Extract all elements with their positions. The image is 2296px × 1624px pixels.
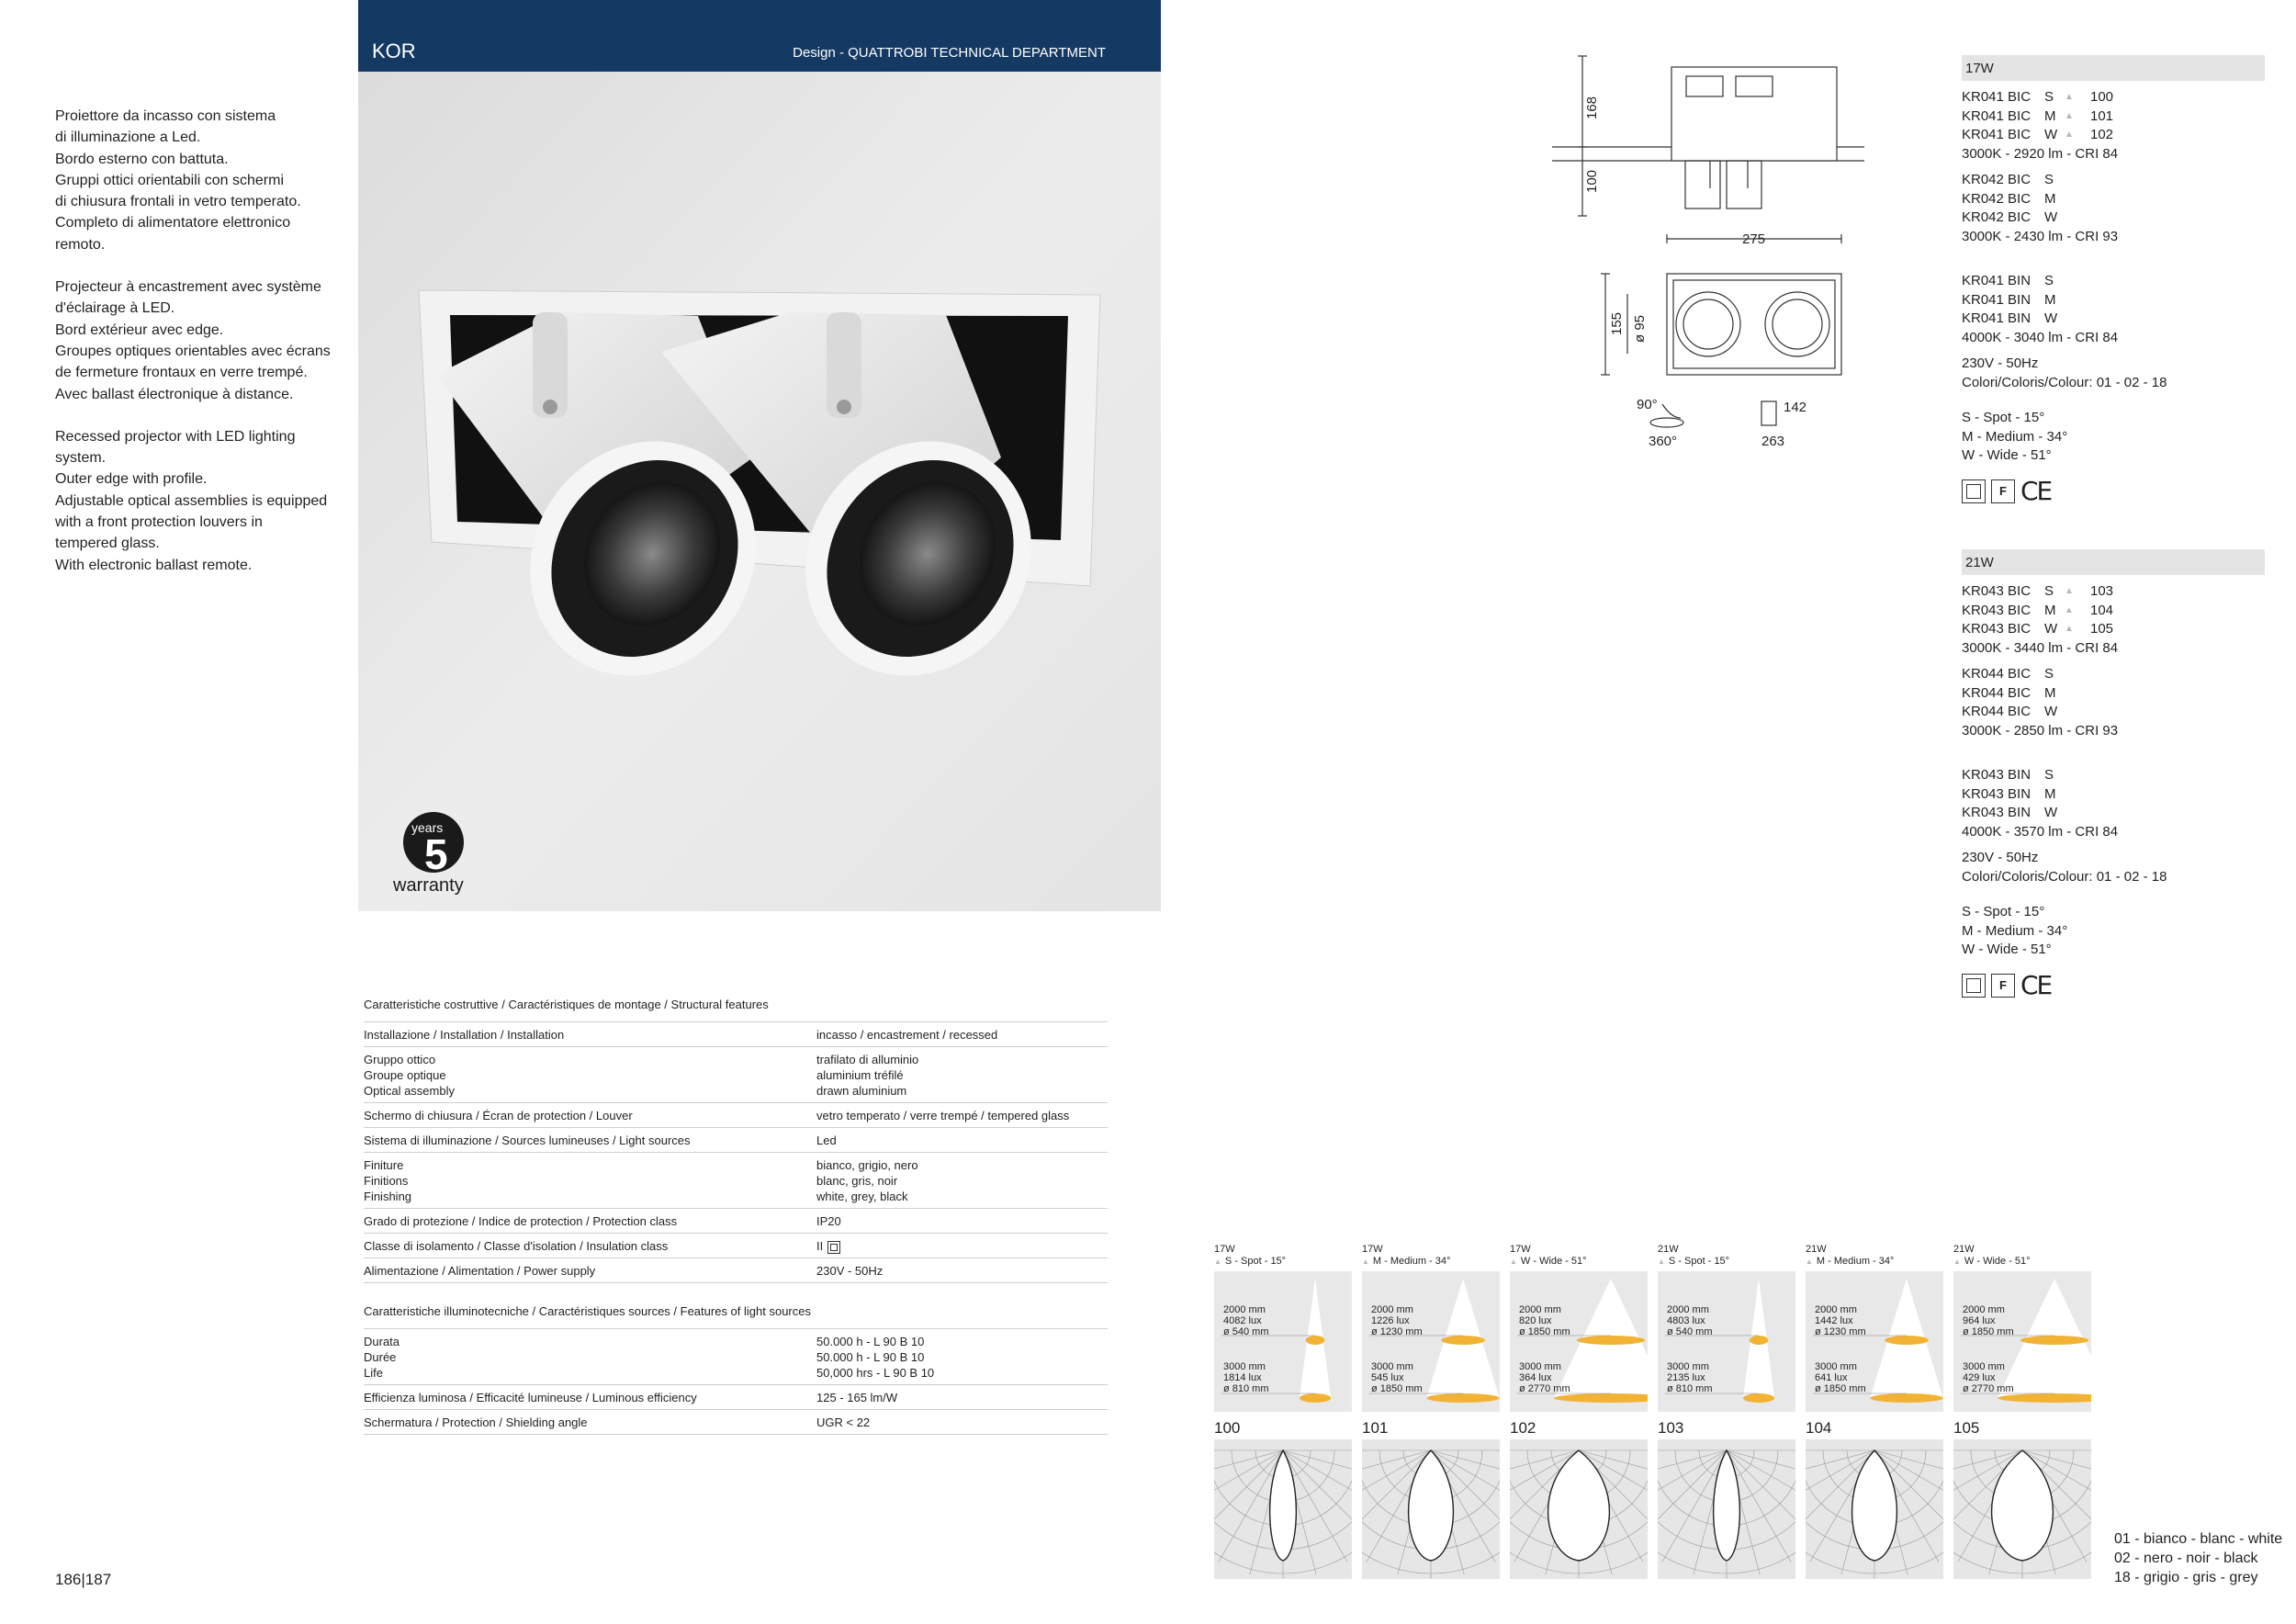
power-header: 21W xyxy=(1962,549,2265,575)
product-code: KR044 BIC xyxy=(1962,684,2032,701)
product-code: KR043 BIN xyxy=(1962,767,2032,783)
feature-value: vetro temperato / verre trempé / tempered glass xyxy=(816,1109,1070,1122)
product-code-row xyxy=(1962,602,2265,621)
beam-legend-item: W - Wide - 51° xyxy=(1962,942,2052,957)
beam-size: S xyxy=(2044,89,2054,105)
feature-row xyxy=(364,1128,1108,1153)
feature-value: UGR < 22 xyxy=(816,1415,871,1429)
product-code: KR041 BIC xyxy=(1962,107,2032,124)
beam-cone-box xyxy=(1510,1271,1648,1412)
dim-cut-length: 263 xyxy=(1761,434,1785,449)
product-code: KR041 BIC xyxy=(1962,127,2032,142)
light-panel xyxy=(1953,1244,2091,1579)
dim-height-total: 168 xyxy=(1584,96,1600,119)
product-code: KR042 BIC xyxy=(1962,172,2032,187)
ce-mark-icon: CE xyxy=(2020,475,2052,506)
product-code-row xyxy=(1962,88,2265,107)
product-group xyxy=(1962,582,2265,658)
beam-size: S xyxy=(2044,273,2054,288)
light-panel xyxy=(1362,1244,1500,1579)
feature-value: Led xyxy=(816,1133,837,1147)
feature-key: Finiture Finitions Finishing xyxy=(364,1158,412,1203)
light-panel-beam-label: M - Medium - 34° xyxy=(1372,1256,1451,1267)
product-group xyxy=(1962,272,2265,347)
product-spec: 4000K - 3040 lm - CRI 84 xyxy=(1962,329,2119,345)
light-features-table xyxy=(364,1304,1108,1435)
far-light-spot xyxy=(1426,1393,1499,1403)
dim-rotation: 360° xyxy=(1649,434,1678,449)
product-code: KR041 BIC xyxy=(1962,89,2032,105)
far-illuminance: 3000 mm 1814 lux ø 810 mm xyxy=(1223,1361,1269,1394)
beam-legend xyxy=(1962,409,2265,466)
warranty-badge xyxy=(393,812,485,895)
light-panel-beam xyxy=(1658,1256,1795,1268)
light-panel xyxy=(1510,1244,1648,1579)
feature-value: IP20 xyxy=(816,1214,841,1228)
product-code-row xyxy=(1962,665,2265,684)
photometry-code: 100 xyxy=(1214,1419,1241,1437)
dim-cut-height: 155 xyxy=(1609,311,1625,335)
product-code-row xyxy=(1962,209,2265,228)
product-code: KR041 BIN xyxy=(1962,273,2032,288)
feature-key: Grado di protezione / Indice de protection / Protection class xyxy=(364,1214,678,1228)
light-panel-header xyxy=(1953,1244,2091,1271)
product-code-row xyxy=(1962,310,2265,329)
warranty-icon xyxy=(393,812,485,895)
product-code-row xyxy=(1962,126,2265,145)
polar-curve-chart xyxy=(1806,1439,1943,1579)
beam-size: M xyxy=(2044,602,2056,618)
feature-row xyxy=(364,1329,1108,1385)
far-light-spot xyxy=(1870,1393,1942,1403)
polar-light-curve xyxy=(1852,1450,1897,1561)
polar-curve-chart xyxy=(1510,1439,1648,1579)
product-group xyxy=(1962,766,2265,841)
beam-legend-item: S - Spot - 15° xyxy=(1962,904,2045,919)
near-illuminance: 2000 mm 1226 lux ø 1230 mm xyxy=(1371,1304,1423,1337)
f-mark-icon xyxy=(1991,479,2015,503)
photometry-ref: 100 xyxy=(2090,89,2114,105)
beam-legend xyxy=(1962,903,2265,960)
photometry-ref: 102 xyxy=(2090,127,2114,142)
feature-value: incasso / encastrement / recessed xyxy=(816,1028,998,1042)
dim-diameter: ø 95 xyxy=(1632,314,1648,343)
polar-curve-chart xyxy=(1362,1439,1500,1579)
product-spec: 4000K - 3570 lm - CRI 84 xyxy=(1962,823,2119,840)
warranty-number: 5 xyxy=(424,830,448,878)
beam-triangle-icon: ▲ xyxy=(2065,110,2074,121)
beam-size: W xyxy=(2044,310,2058,326)
f-mark-letter: F xyxy=(1999,483,2007,498)
beam-size: W xyxy=(2044,127,2058,142)
polar-light-curve xyxy=(1548,1450,1610,1561)
feature-row xyxy=(364,1047,1108,1103)
beam-size: S xyxy=(2044,767,2054,783)
product-code-row xyxy=(1962,804,2265,823)
polar-diagram xyxy=(1953,1439,2091,1579)
near-light-spot xyxy=(2020,1336,2088,1345)
product-spec: 3000K - 3440 lm - CRI 84 xyxy=(1962,639,2119,656)
beam-cone-box xyxy=(1806,1271,1943,1412)
f-mark-letter: F xyxy=(1999,977,2007,992)
photometry-code: 101 xyxy=(1362,1419,1389,1437)
far-illuminance: 3000 mm 429 lux ø 2770 mm xyxy=(1963,1361,2014,1394)
light-panel-beam xyxy=(1362,1256,1500,1268)
polar-diagram xyxy=(1510,1439,1648,1579)
photometry-ref: 103 xyxy=(2090,583,2114,599)
near-illuminance: 2000 mm 1442 lux ø 1230 mm xyxy=(1815,1304,1866,1337)
class-ii-inner xyxy=(1966,484,1981,499)
product-code: KR044 BIC xyxy=(1962,666,2032,682)
dim-height-body: 100 xyxy=(1584,169,1600,193)
warranty-label: warranty xyxy=(393,875,464,895)
product-code-row xyxy=(1962,703,2265,722)
polar-curve-chart xyxy=(1658,1439,1795,1579)
beam-size: W xyxy=(2044,805,2058,820)
product-code-row xyxy=(1962,582,2265,602)
feature-key: Durata Durée Life xyxy=(364,1335,400,1380)
feature-value: 230V - 50Hz xyxy=(816,1264,884,1278)
recessed-projector-illustration xyxy=(358,72,1161,911)
product-spec: 3000K - 2850 lm - CRI 93 xyxy=(1962,722,2119,739)
beam-legend-item: M - Medium - 34° xyxy=(1962,922,2068,939)
polar-diagram xyxy=(1658,1439,1795,1579)
description-fr: Projecteur à encastrement avec système d'éclairage à LED. Bord extérieur avec edge. Groupes optiques orientables avec écrans de fermeture frontaux en verre trempé. Avec ballast électronique à distance. xyxy=(55,279,331,402)
beam-triangle-icon: ▲ xyxy=(2065,624,2074,634)
beam-size: M xyxy=(2044,684,2056,701)
polar-curve-chart xyxy=(1953,1439,2091,1579)
beam-triangle-icon: ▲ xyxy=(2065,130,2074,140)
product-code-row xyxy=(1962,171,2265,190)
feature-key: Sistema di illuminazione / Sources lumineuses / Light sources xyxy=(364,1133,691,1147)
light-panel-header xyxy=(1510,1244,1648,1271)
far-light-spot xyxy=(1743,1393,1774,1403)
feature-value: bianco, grigio, nero blanc, gris, noir white, grey, black xyxy=(816,1158,918,1203)
voltage: 230V - 50Hz xyxy=(1962,850,2039,865)
light-panel-header xyxy=(1362,1244,1500,1271)
beam-size: W xyxy=(2044,704,2058,719)
near-light-spot xyxy=(1750,1336,1769,1345)
beam-size: S xyxy=(2044,666,2054,682)
dimension-drawing xyxy=(1552,51,1864,455)
product-group xyxy=(1962,88,2265,164)
beam-triangle-icon: ▲ xyxy=(1362,1257,1369,1266)
light-panel xyxy=(1658,1244,1795,1579)
feature-row xyxy=(364,1410,1108,1435)
feature-key: Alimentazione / Alimentation / Power supply xyxy=(364,1264,596,1278)
beam-triangle-icon: ▲ xyxy=(2065,92,2074,102)
power-header: 17W xyxy=(1962,55,2265,81)
photometry-code: 105 xyxy=(1953,1419,1980,1437)
beam-cone-box xyxy=(1214,1271,1352,1412)
product-code: KR043 BIC xyxy=(1962,621,2032,637)
light-panel-power: 17W xyxy=(1510,1244,1531,1255)
light-panel-beam-label: S - Spot - 15° xyxy=(1668,1256,1730,1267)
colour-02: 02 - nero - noir - black xyxy=(2114,1551,2258,1566)
certifications xyxy=(1962,969,2265,1000)
certifications xyxy=(1962,475,2265,506)
beam-size: M xyxy=(2044,107,2056,124)
feature-key: Efficienza luminosa / Efficacité lumineuse / Luminous efficiency xyxy=(364,1391,697,1404)
polar-diagram xyxy=(1806,1439,1943,1579)
light-panel-beam xyxy=(1953,1256,2091,1268)
feature-value: 50.000 h - L 90 B 10 50.000 h - L 90 B 10 50,000 hrs - L 90 B 10 xyxy=(816,1335,935,1380)
structural-features-table xyxy=(364,998,1108,1283)
insulation-class-icon xyxy=(827,1241,840,1254)
beam-size: W xyxy=(2044,621,2058,637)
beam-legend-item: M - Medium - 34° xyxy=(1962,428,2068,445)
light-panel-beam xyxy=(1510,1256,1648,1268)
beam-triangle-icon: ▲ xyxy=(1806,1257,1813,1266)
light-panel-power: 21W xyxy=(1806,1244,1827,1255)
far-light-spot xyxy=(1300,1393,1331,1403)
feature-key: Gruppo ottico Groupe optique Optical assembly xyxy=(364,1053,455,1098)
polar-diagram xyxy=(1362,1439,1500,1579)
feature-key: Classe di isolamento / Classe d'isolation / Insulation class xyxy=(364,1239,669,1253)
product-spec: 3000K - 2920 lm - CRI 84 xyxy=(1962,145,2119,162)
far-illuminance: 3000 mm 364 lux ø 2770 mm xyxy=(1519,1361,1570,1394)
class-ii-icon xyxy=(1962,974,1986,998)
photometry-ref: 105 xyxy=(2090,621,2114,637)
feature-key: Schermo di chiusura / Écran de protection / Louver xyxy=(364,1109,633,1122)
near-illuminance: 2000 mm 4803 lux ø 540 mm xyxy=(1667,1304,1713,1337)
voltage: 230V - 50Hz xyxy=(1962,355,2039,371)
beam-size: M xyxy=(2044,190,2056,207)
photometry-ref: 104 xyxy=(2090,602,2114,618)
polar-curve-chart xyxy=(1214,1439,1352,1579)
product-code-row xyxy=(1962,291,2265,310)
light-panel-power: 17W xyxy=(1214,1244,1235,1255)
product-code: KR043 BIC xyxy=(1962,602,2032,618)
product-code: KR043 BIN xyxy=(1962,805,2032,820)
title-band xyxy=(358,0,1161,72)
light-panel-power: 17W xyxy=(1362,1244,1383,1255)
polar-light-curve xyxy=(1409,1450,1454,1561)
ce-mark-icon: CE xyxy=(2020,969,2052,1000)
beam-legend-item: S - Spot - 15° xyxy=(1962,410,2045,425)
near-illuminance: 2000 mm 820 lux ø 1850 mm xyxy=(1519,1304,1570,1337)
product-code-row xyxy=(1962,684,2265,704)
feature-row xyxy=(364,1022,1108,1047)
light-panel-header xyxy=(1214,1244,1352,1271)
colour-18: 18 - grigio - gris - grey xyxy=(2114,1570,2258,1585)
product-group xyxy=(1962,171,2265,246)
feature-key: Installazione / Installation / Installation xyxy=(364,1028,565,1042)
feature-value: trafilato di alluminio aluminium tréfilé drawn aluminium xyxy=(816,1053,919,1098)
product-code: KR042 BIC xyxy=(1962,209,2032,225)
far-illuminance: 3000 mm 545 lux ø 1850 mm xyxy=(1371,1361,1423,1394)
near-illuminance: 2000 mm 964 lux ø 1850 mm xyxy=(1963,1304,2014,1337)
light-panel xyxy=(1214,1244,1352,1579)
beam-triangle-icon: ▲ xyxy=(1658,1257,1665,1266)
beam-triangle-icon: ▲ xyxy=(1510,1257,1517,1266)
beam-cone-box xyxy=(1362,1271,1500,1412)
product-code: KR044 BIC xyxy=(1962,704,2032,719)
near-light-spot xyxy=(1885,1336,1929,1345)
product-code: KR041 BIN xyxy=(1962,310,2032,326)
product-description xyxy=(55,106,340,597)
feature-row xyxy=(364,1258,1108,1283)
beam-legend-item: W - Wide - 51° xyxy=(1962,447,2052,463)
light-distribution-panels xyxy=(1214,1244,2123,1611)
light-panel-beam-label: S - Spot - 15° xyxy=(1224,1256,1287,1267)
light-panel-header xyxy=(1658,1244,1795,1271)
feature-row xyxy=(364,1153,1108,1209)
feature-value: II xyxy=(816,1238,1108,1254)
light-panel-header xyxy=(1806,1244,1943,1271)
feature-row xyxy=(364,1209,1108,1234)
photometry-code: 103 xyxy=(1658,1419,1684,1437)
page-numbers: 186|187 xyxy=(55,1571,112,1588)
photometry-code: 102 xyxy=(1510,1419,1536,1437)
class-ii-icon xyxy=(1962,479,1986,503)
beam-size: W xyxy=(2044,209,2058,225)
near-light-spot xyxy=(1441,1336,1485,1345)
product-code-row xyxy=(1962,190,2265,209)
beam-triangle-icon: ▲ xyxy=(1214,1257,1221,1266)
description-en: Recessed projector with LED lighting system. Outer edge with profile. Adjustable optical assemblies is equipped with a front protection louvers in tempered glass. With electronic ballast remote. xyxy=(55,428,328,573)
feature-row xyxy=(364,1234,1108,1258)
product-code: KR043 BIN xyxy=(1962,785,2032,802)
product-code: KR042 BIC xyxy=(1962,190,2032,207)
product-code: KR043 BIC xyxy=(1962,583,2032,599)
beam-triangle-icon: ▲ xyxy=(1953,1257,1961,1266)
feature-key: Schermatura / Protection / Shielding angle xyxy=(364,1415,588,1429)
technical-drawings xyxy=(1552,51,1864,455)
light-panel-beam-label: W - Wide - 51° xyxy=(1520,1256,1587,1267)
far-illuminance: 3000 mm 2135 lux ø 810 mm xyxy=(1667,1361,1713,1394)
light-panel-beam-label: M - Medium - 34° xyxy=(1816,1256,1895,1267)
light-panel-power: 21W xyxy=(1658,1244,1679,1255)
f-mark-icon xyxy=(1991,974,2015,998)
near-illuminance: 2000 mm 4082 lux ø 540 mm xyxy=(1223,1304,1269,1337)
product-code-row xyxy=(1962,107,2265,127)
light-panel-beam-label: W - Wide - 51° xyxy=(1964,1256,2031,1267)
warranty-years: years xyxy=(411,820,444,835)
near-light-spot xyxy=(1306,1336,1325,1345)
beam-size: S xyxy=(2044,583,2054,599)
product-group xyxy=(1962,665,2265,740)
insulation-class-icon-inner xyxy=(830,1244,838,1251)
product-code-row xyxy=(1962,785,2265,805)
polar-diagram xyxy=(1214,1439,1352,1579)
structural-features-title: Caratteristiche costruttive / Caractéristiques de montage / Structural features xyxy=(364,998,1108,1022)
colour-options: Colori/Coloris/Colour: 01 - 02 - 18 xyxy=(1962,374,2167,390)
dim-cut-width: 142 xyxy=(1784,400,1807,415)
near-light-spot xyxy=(1577,1336,1645,1345)
beam-size: S xyxy=(2044,172,2054,187)
beam-size: M xyxy=(2044,785,2056,802)
product-code-row xyxy=(1962,272,2265,291)
beam-size: M xyxy=(2044,291,2056,308)
beam-triangle-icon: ▲ xyxy=(2065,586,2074,596)
light-panel-beam xyxy=(1806,1256,1943,1268)
product-list-17w xyxy=(1962,55,2265,504)
product-spec: 3000K - 2430 lm - CRI 93 xyxy=(1962,228,2119,244)
class-ii-inner xyxy=(1966,978,1981,993)
far-illuminance: 3000 mm 641 lux ø 1850 mm xyxy=(1815,1361,1866,1394)
light-features-title: Caratteristiche illuminotecniche / Caractéristiques sources / Features of light sources xyxy=(364,1304,1108,1329)
colour-01: 01 - bianco - blanc - white xyxy=(2114,1531,2283,1547)
feature-row xyxy=(364,1103,1108,1128)
photometry-code: 104 xyxy=(1806,1419,1832,1437)
colour-legend xyxy=(2114,1529,2282,1587)
polar-light-curve xyxy=(1992,1450,2054,1561)
design-credit: Design - QUATTROBI TECHNICAL DEPARTMENT xyxy=(793,45,1106,61)
product-code: KR041 BIN xyxy=(1962,291,2032,308)
product-name: KOR xyxy=(372,39,416,62)
product-list-21w xyxy=(1962,549,2265,998)
description-it: Proiettore da incasso con sistema di illuminazione a Led. Bordo esterno con battuta. Gruppi ottici orientabili con schermi di chiusura frontali in vetro temperato. Completo di alimentatore elettronico remoto. xyxy=(55,108,301,253)
product-photo xyxy=(358,72,1161,911)
product-code-row xyxy=(1962,620,2265,639)
light-panel-beam xyxy=(1214,1256,1352,1268)
photometry-ref: 101 xyxy=(2090,107,2114,124)
beam-cone-box xyxy=(1953,1271,2091,1412)
feature-row xyxy=(364,1385,1108,1410)
light-panel-power: 21W xyxy=(1953,1244,1975,1255)
colour-options: Colori/Coloris/Colour: 01 - 02 - 18 xyxy=(1962,868,2167,885)
feature-value: 125 - 165 lm/W xyxy=(816,1391,898,1404)
dim-tilt: 90° xyxy=(1637,397,1658,412)
product-code-row xyxy=(1962,766,2265,785)
light-panel xyxy=(1806,1244,1943,1579)
dim-width: 275 xyxy=(1742,231,1766,247)
beam-triangle-icon: ▲ xyxy=(2065,604,2074,615)
beam-cone-box xyxy=(1658,1271,1795,1412)
